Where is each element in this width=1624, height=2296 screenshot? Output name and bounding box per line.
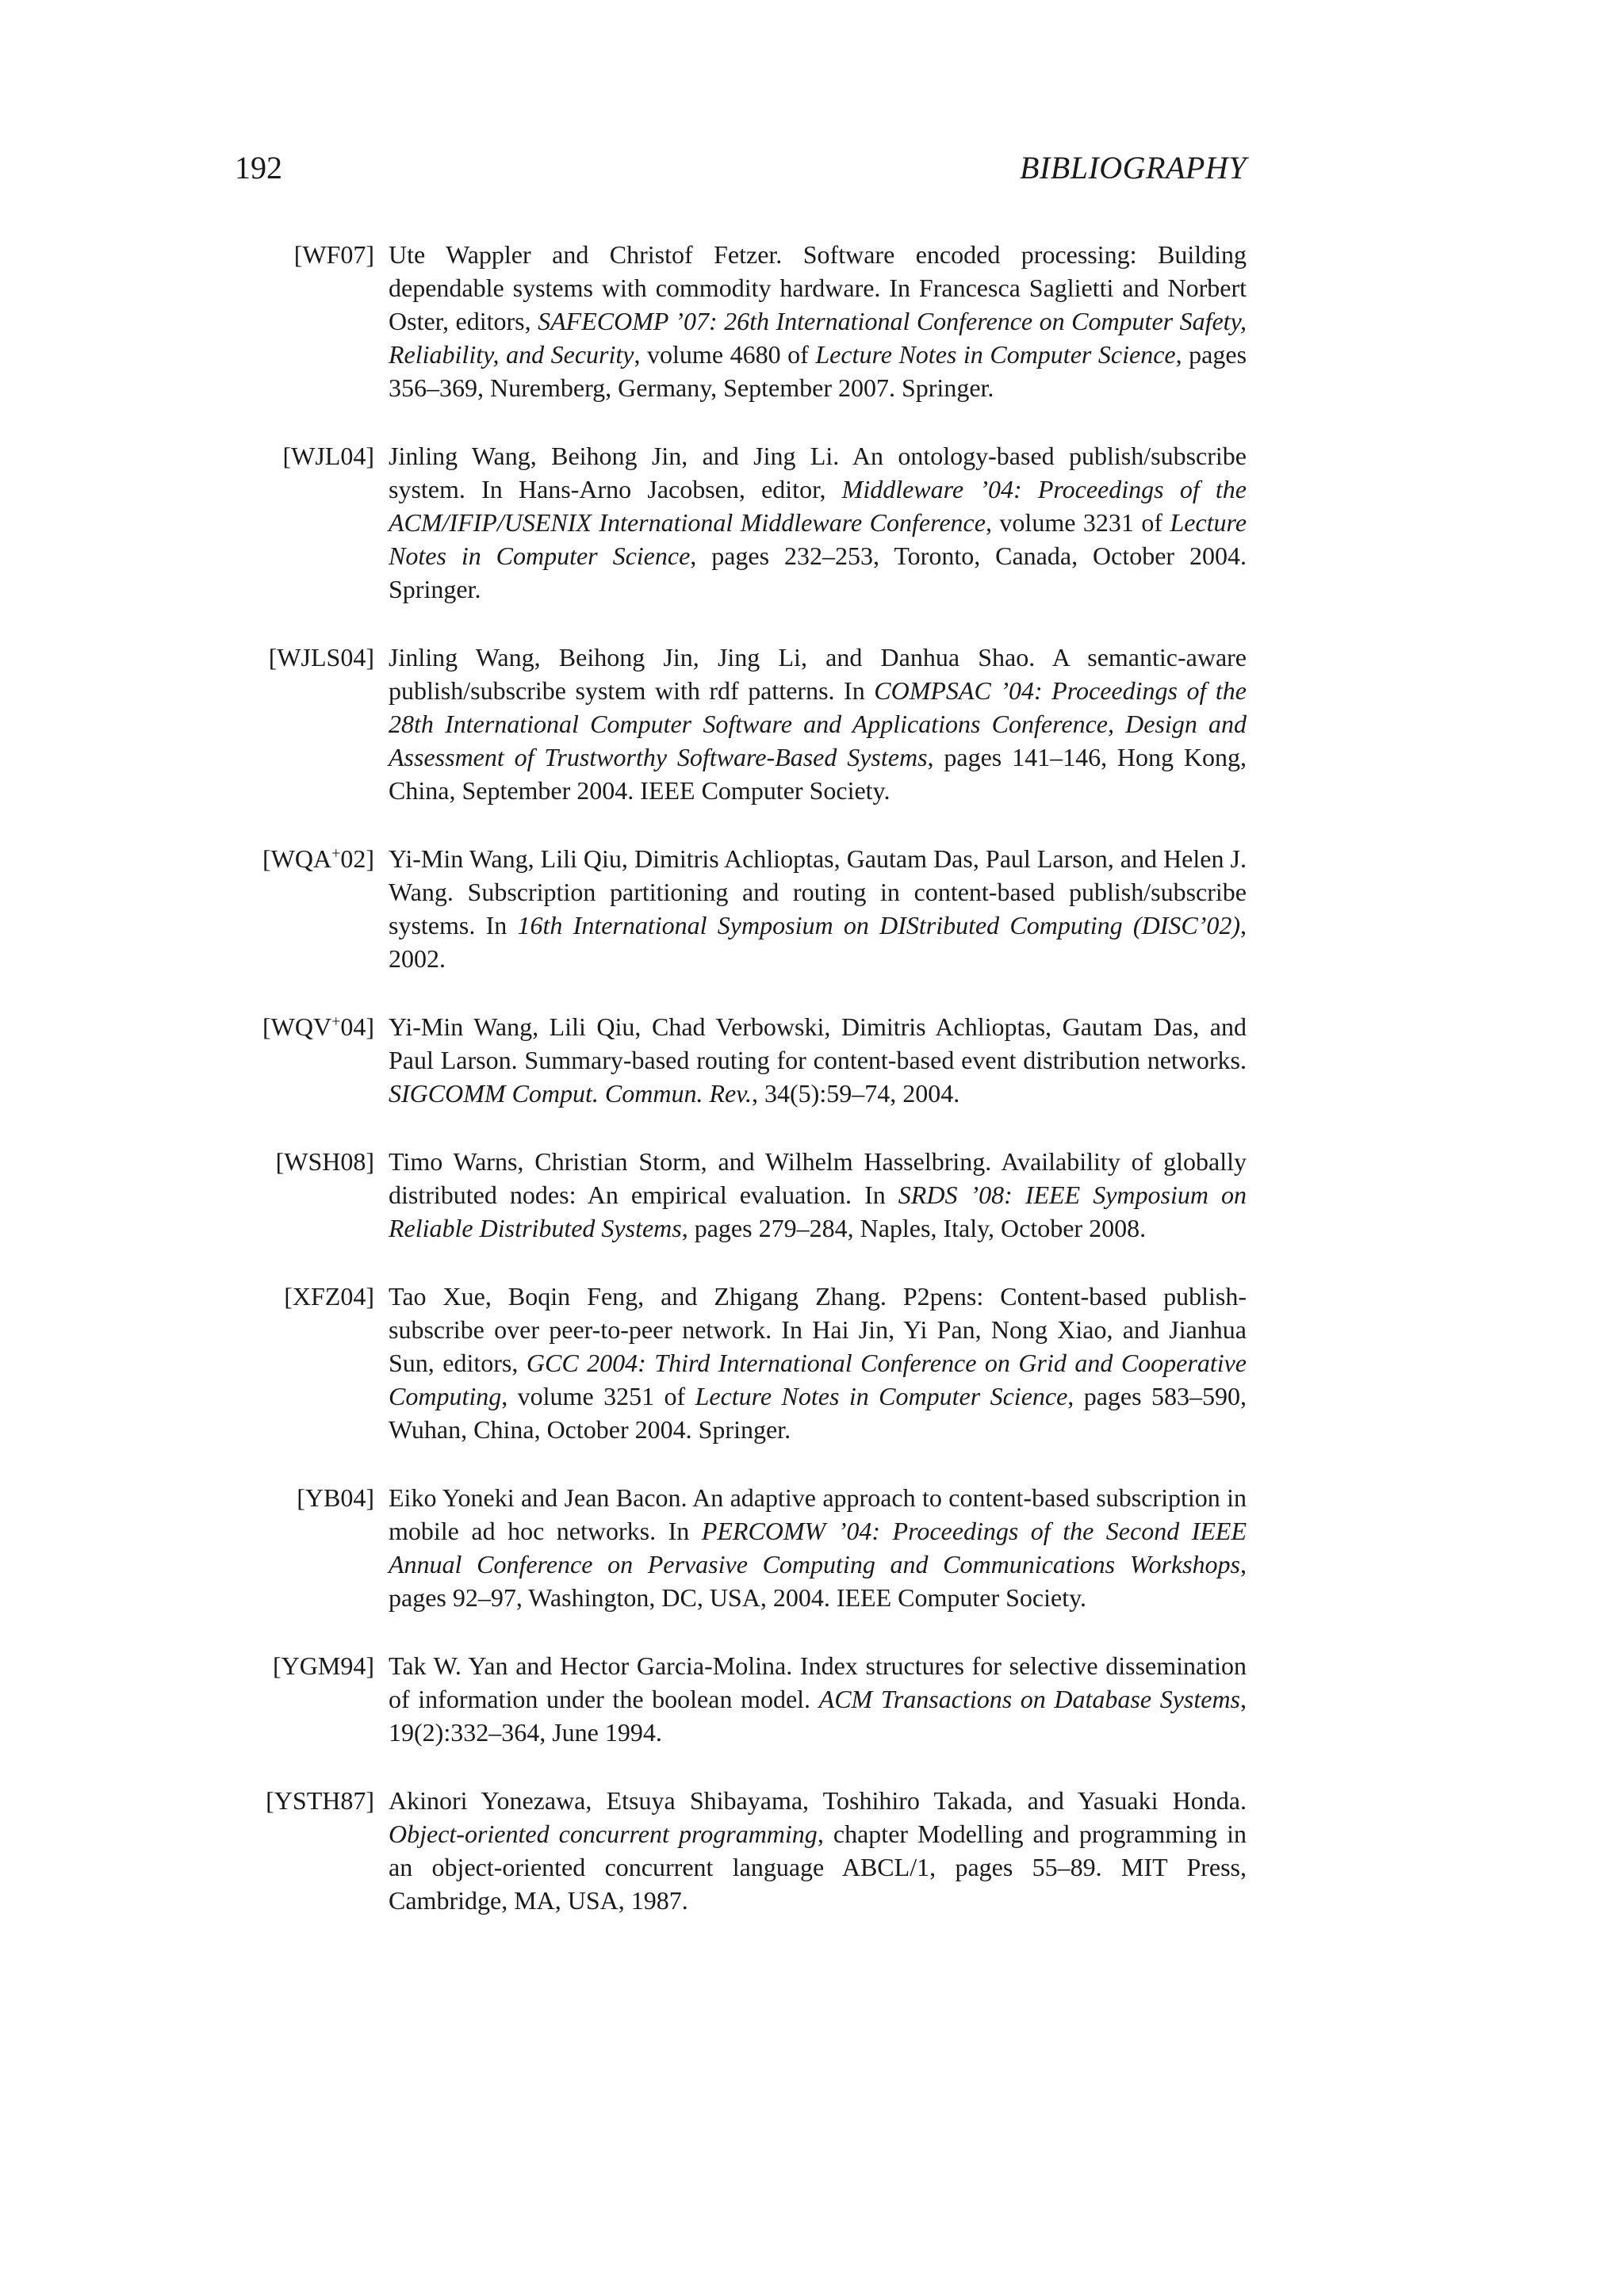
bib-italic-title: Lecture Notes in Computer Science [695,1382,1068,1410]
bib-key: [YGM94] [273,1651,374,1680]
bib-key: [WQA+02] [262,844,374,873]
bib-text: Jinling Wang, Beihong Jin, and Jing Li. An ontology-based publish/subscribe system. In Hans-Arno Jacobsen, editor, Middleware ’04: Proceedings of the ACM/IFIP/USENIX International Middleware Conference, volume 3231 of Lecture Notes in Computer Science, pages 232–253, Toronto, Canada, October 2004. Springer. [389,442,1247,603]
bib-italic-title: 16th International Symposium on DIStributed Computing (DISC’02) [517,911,1240,939]
bib-entry [238,1649,1247,1749]
bib-text: Yi-Min Wang, Lili Qiu, Dimitris Achlioptas, Gautam Das, Paul Larson, and Helen J. Wang. Subscription partitioning and routing in content-based publish/subscribe systems. In 16th International Symposium on DIStributed Computing (DISC’02), 2002. [389,844,1247,973]
bib-italic-title: PERCOMW ’04: Proceedings of the Second IEEE Annual Conference on Pervasive Computing and Communications Workshops [389,1517,1247,1578]
bib-italic-title: GCC 2004: Third International Conference on Grid and Cooperative Computing [389,1349,1247,1410]
page-number: 192 [235,150,282,186]
bib-key-superscript: + [331,1012,341,1031]
bib-key: [WJL04] [282,442,374,470]
bib-text: Akinori Yonezawa, Etsuya Shibayama, Toshihiro Takada, and Yasuaki Honda. Object-oriented concurrent programming, chapter Modelling and programming in an object-oriented concurrent language ABCL/1, pages 55–89. MIT Press, Cambridge, MA, USA, 1987. [389,1786,1247,1915]
bib-key: [WF07] [293,240,374,269]
bib-italic-title: SIGCOMM Comput. Commun. Rev. [389,1079,753,1108]
bib-entry [238,842,1247,975]
bib-text: Jinling Wang, Beihong Jin, Jing Li, and Danhua Shao. A semantic-aware publish/subscribe system with rdf patterns. In COMPSAC ’04: Proceedings of the 28th International Computer Software and Applications Conference, Design and Assessment of Trustworthy Software-Based Systems, pages 141–146, Hong Kong, China, September 2004. IEEE Computer Society. [389,643,1247,805]
bib-entry [238,641,1247,807]
bib-text: Yi-Min Wang, Lili Qiu, Chad Verbowski, Dimitris Achlioptas, Gautam Das, and Paul Larson. Summary-based routing for content-based event distribution networks. SIGCOMM Comput. Commun. Rev., 34(5):59–74, 2004. [389,1012,1247,1108]
bib-key: [WJLS04] [268,643,374,672]
bib-text: Timo Warns, Christian Storm, and Wilhelm Hasselbring. Availability of globally distributed nodes: An empirical evaluation. In SRDS ’08: IEEE Symposium on Reliable Distributed Systems, pages 279–284, Naples, Italy, October 2008. [389,1147,1247,1242]
bib-italic-title: Lecture Notes in Computer Science [389,508,1247,570]
bib-text: Eiko Yoneki and Jean Bacon. An adaptive approach to content-based subscription in mobile ad hoc networks. In PERCOMW ’04: Proceedings of the Second IEEE Annual Conference on Pervasive Computing and Communications Workshops, pages 92–97, Washington, DC, USA, 2004. IEEE Computer Society. [389,1483,1247,1612]
bib-key-superscript: + [331,844,341,863]
bib-entry [238,1145,1247,1245]
bib-key: [YB04] [297,1483,374,1512]
bib-entry [238,1280,1247,1446]
bib-text: Ute Wappler and Christof Fetzer. Software encoded processing: Building dependable systems with commodity hardware. In Francesca Saglietti and Norbert Oster, editors, SAFECOMP ’07: 26th International Conference on Computer Safety, Reliability, and Security, volume 4680 of Lecture Notes in Computer Science, pages 356–369, Nuremberg, Germany, September 2007. Springer. [389,240,1247,402]
bib-italic-title: Object-oriented concurrent programming [389,1820,818,1848]
bib-entry [238,1010,1247,1110]
bib-italic-title: SRDS ’08: IEEE Symposium on Reliable Distributed Systems [389,1181,1247,1242]
bib-key: [XFZ04] [284,1282,374,1311]
bib-italic-title: Lecture Notes in Computer Science [815,340,1176,369]
bib-italic-title: Middleware ’04: Proceedings of the ACM/IFIP/USENIX International Middleware Conference [389,475,1247,537]
bib-text: Tao Xue, Boqin Feng, and Zhigang Zhang. P2pens: Content-based publish-subscribe over peer-to-peer network. In Hai Jin, Yi Pan, Nong Xiao, and Jianhua Sun, editors, GCC 2004: Third International Conference on Grid and Cooperative Computing, volume 3251 of Lecture Notes in Computer Science, pages 583–590, Wuhan, China, October 2004. Springer. [389,1282,1247,1444]
bib-italic-title: SAFECOMP ’07: 26th International Conference on Computer Safety, Reliability, and Security [389,307,1247,369]
bib-key: [WSH08] [275,1147,374,1176]
bibliography-list [238,238,1247,1952]
bib-italic-title: ACM Transactions on Database Systems [818,1685,1241,1713]
bib-entry [238,1784,1247,1917]
bib-entry [238,238,1247,404]
bib-key: [YSTH87] [266,1786,374,1815]
bib-text: Tak W. Yan and Hector Garcia-Molina. Index structures for selective dissemination of information under the boolean model. ACM Transactions on Database Systems, 19(2):332–364, June 1994. [389,1651,1247,1747]
running-head: BIBLIOGRAPHY [1020,150,1247,186]
bib-italic-title: COMPSAC ’04: Proceedings of the 28th International Computer Software and Applications Conference, Design and Assessment of Trustworthy Software-Based Systems [389,676,1247,771]
bib-key: [WQV+04] [262,1012,374,1041]
bib-entry [238,1481,1247,1614]
bib-entry [238,439,1247,606]
